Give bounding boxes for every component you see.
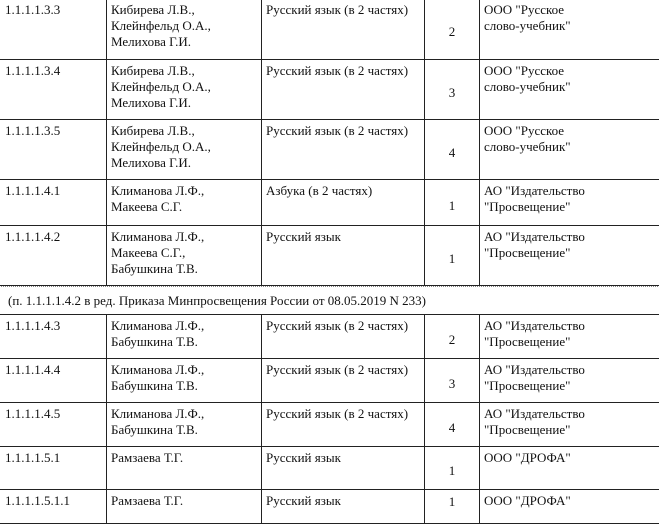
entry-number: 1.1.1.1.4.3 <box>0 315 107 359</box>
entry-number: 1.1.1.1.4.5 <box>0 403 107 447</box>
author-line: Климанова Л.Ф., <box>111 362 257 378</box>
entry-grade: 1 <box>425 447 480 490</box>
entry-title: Русский язык <box>262 226 425 286</box>
author-line: Кибирева Л.В., <box>111 63 257 79</box>
author-line: Мелихова Г.И. <box>111 155 257 171</box>
entry-authors <box>107 490 262 524</box>
table-row <box>0 0 659 60</box>
entry-title: Азбука (в 2 частях) <box>262 180 425 226</box>
author-line: Клейнфельд О.А., <box>111 18 257 34</box>
entry-number: 1.1.1.1.3.3 <box>0 0 107 60</box>
table-row <box>0 60 659 120</box>
author-line: Бабушкина Т.В. <box>111 422 257 438</box>
publisher-line: ООО "ДРОФА" <box>484 493 656 509</box>
author-line: Рамзаева Т.Г. <box>111 450 257 466</box>
entry-grade: 1 <box>425 180 480 226</box>
author-line: Климанова Л.Ф., <box>111 183 257 199</box>
entry-number: 1.1.1.1.3.4 <box>0 60 107 120</box>
entry-title: Русский язык (в 2 частях) <box>262 60 425 120</box>
entry-grade: 3 <box>425 359 480 403</box>
publisher-line: АО "Издательство <box>484 229 656 245</box>
entry-authors <box>107 403 262 447</box>
entry-title: Русский язык (в 2 частях) <box>262 120 425 180</box>
entry-title: Русский язык (в 2 частях) <box>262 403 425 447</box>
entry-grade: 4 <box>425 403 480 447</box>
publisher-line: "Просвещение" <box>484 334 656 350</box>
author-line: Мелихова Г.И. <box>111 34 257 50</box>
author-line: Бабушкина Т.В. <box>111 261 257 277</box>
publisher-line: ООО "Русское <box>484 63 656 79</box>
entry-publisher <box>480 180 659 226</box>
entry-publisher <box>480 0 659 60</box>
publisher-line: АО "Издательство <box>484 318 656 334</box>
entry-authors <box>107 359 262 403</box>
publisher-line: ООО "Русское <box>484 2 656 18</box>
entry-publisher <box>480 315 659 359</box>
table-row <box>0 490 659 524</box>
author-line: Мелихова Г.И. <box>111 95 257 111</box>
publisher-line: "Просвещение" <box>484 245 656 261</box>
entry-grade: 1 <box>425 226 480 286</box>
entry-number: 1.1.1.1.5.1 <box>0 447 107 490</box>
entry-number: 1.1.1.1.4.2 <box>0 226 107 286</box>
entry-authors <box>107 60 262 120</box>
author-line: Клейнфельд О.А., <box>111 79 257 95</box>
author-line: Клейнфельд О.А., <box>111 139 257 155</box>
entry-publisher <box>480 447 659 490</box>
publisher-line: ООО "ДРОФА" <box>484 450 656 466</box>
entry-publisher <box>480 226 659 286</box>
entry-authors <box>107 447 262 490</box>
entry-publisher <box>480 403 659 447</box>
entry-grade: 4 <box>425 120 480 180</box>
entry-number: 1.1.1.1.4.4 <box>0 359 107 403</box>
table-row <box>0 403 659 447</box>
publisher-line: АО "Издательство <box>484 183 656 199</box>
publisher-line: слово-учебник" <box>484 18 656 34</box>
entry-grade: 1 <box>425 490 480 524</box>
entry-grade: 3 <box>425 60 480 120</box>
publisher-line: АО "Издательство <box>484 362 656 378</box>
publisher-line: "Просвещение" <box>484 422 656 438</box>
entry-title: Русский язык <box>262 490 425 524</box>
table-row <box>0 359 659 403</box>
author-line: Кибирева Л.В., <box>111 2 257 18</box>
entry-number: 1.1.1.1.4.1 <box>0 180 107 226</box>
entry-authors <box>107 226 262 286</box>
entry-title: Русский язык (в 2 частях) <box>262 315 425 359</box>
publisher-line: "Просвещение" <box>484 199 656 215</box>
table-row <box>0 315 659 359</box>
entry-title: Русский язык (в 2 частях) <box>262 0 425 60</box>
publisher-line: "Просвещение" <box>484 378 656 394</box>
entry-authors <box>107 315 262 359</box>
entry-authors <box>107 120 262 180</box>
entry-number: 1.1.1.1.5.1.1 <box>0 490 107 524</box>
entry-publisher <box>480 60 659 120</box>
author-line: Рамзаева Т.Г. <box>111 493 257 509</box>
table-row <box>0 120 659 180</box>
entry-publisher <box>480 359 659 403</box>
author-line: Бабушкина Т.В. <box>111 378 257 394</box>
entry-authors <box>107 180 262 226</box>
author-line: Макеева С.Г. <box>111 199 257 215</box>
publisher-line: слово-учебник" <box>484 79 656 95</box>
entry-title: Русский язык <box>262 447 425 490</box>
entry-authors <box>107 0 262 60</box>
amendment-note-text: (п. 1.1.1.1.4.2 в ред. Приказа Минпросвещения России от 08.05.2019 N 233) <box>4 293 426 308</box>
entry-publisher <box>480 120 659 180</box>
publisher-line: АО "Издательство <box>484 406 656 422</box>
publisher-line: ООО "Русское <box>484 123 656 139</box>
textbook-table-bottom <box>0 314 659 524</box>
author-line: Климанова Л.Ф., <box>111 318 257 334</box>
author-line: Климанова Л.Ф., <box>111 406 257 422</box>
entry-publisher <box>480 490 659 524</box>
author-line: Бабушкина Т.В. <box>111 334 257 350</box>
author-line: Климанова Л.Ф., <box>111 229 257 245</box>
amendment-note <box>0 286 658 314</box>
entry-grade: 2 <box>425 0 480 60</box>
table-row <box>0 226 659 286</box>
table-row <box>0 180 659 226</box>
entry-number: 1.1.1.1.3.5 <box>0 120 107 180</box>
table-row <box>0 447 659 490</box>
entry-title: Русский язык (в 2 частях) <box>262 359 425 403</box>
author-line: Макеева С.Г., <box>111 245 257 261</box>
author-line: Кибирева Л.В., <box>111 123 257 139</box>
entry-grade: 2 <box>425 315 480 359</box>
publisher-line: слово-учебник" <box>484 139 656 155</box>
